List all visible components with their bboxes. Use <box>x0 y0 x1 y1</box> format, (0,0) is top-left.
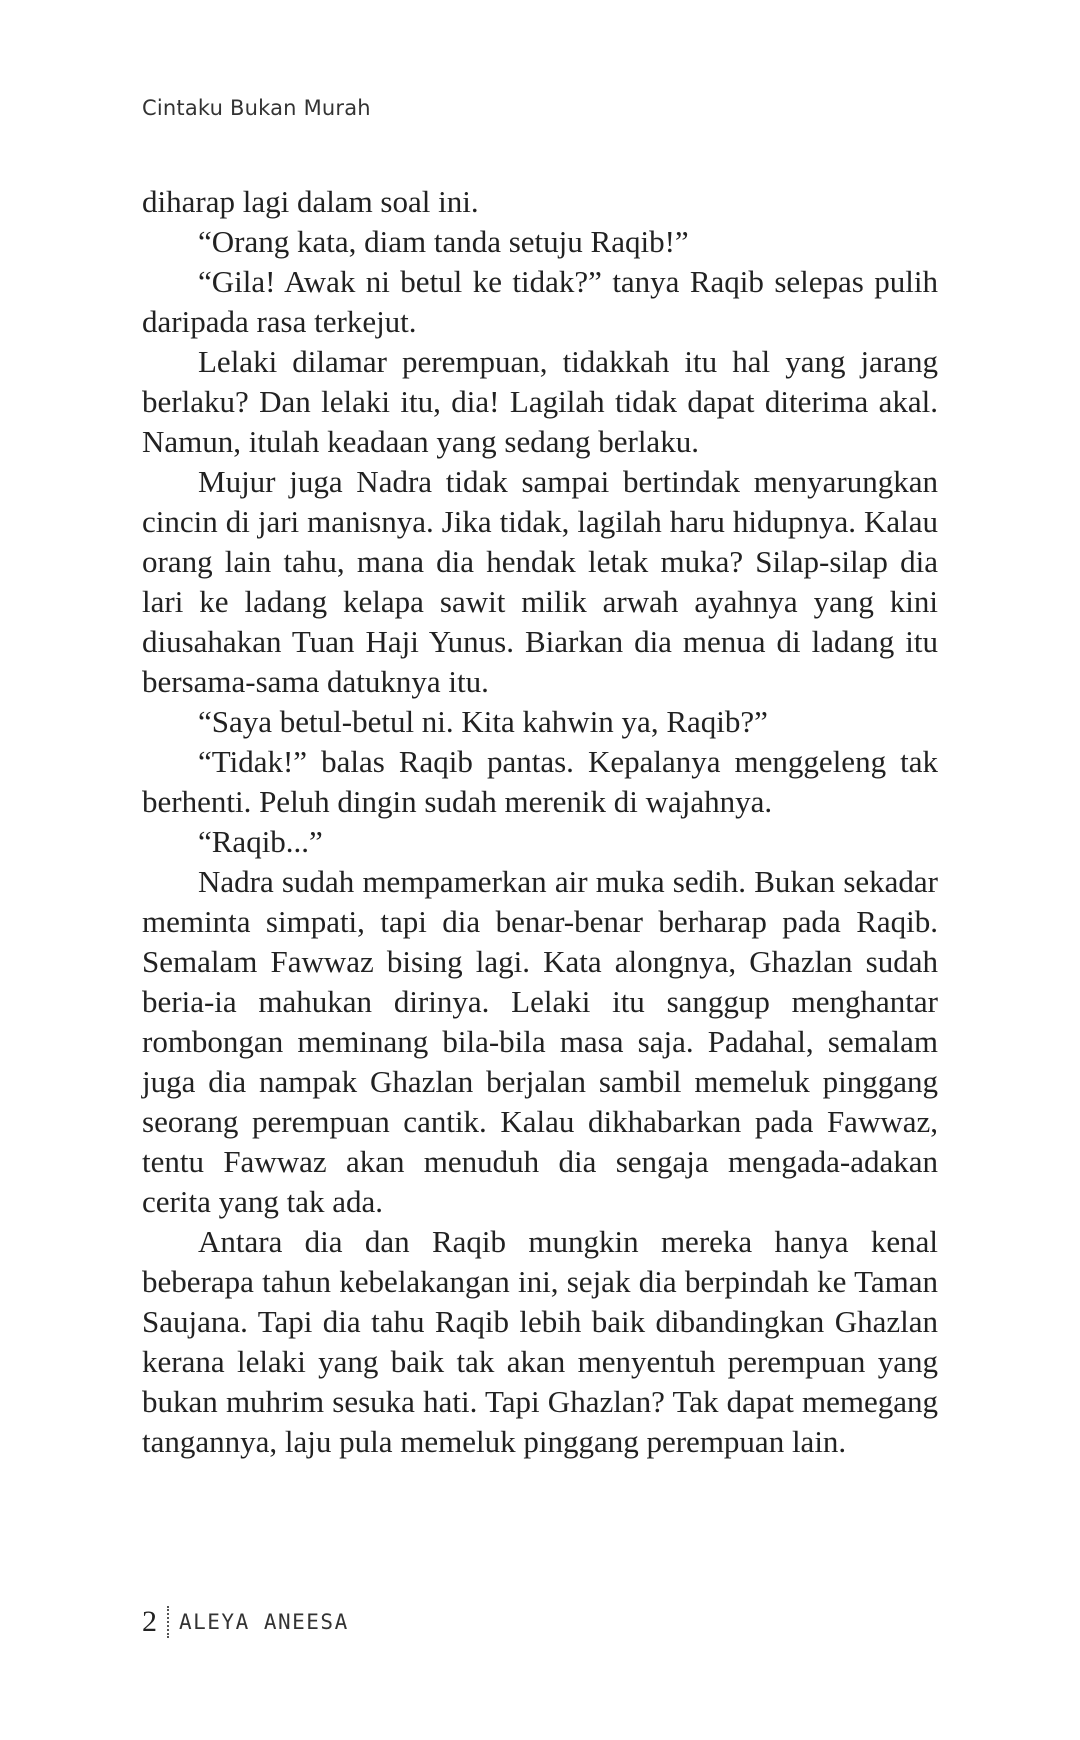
paragraph: Nadra sudah mempamerkan air muka sedih. Bukan sekadar meminta simpati, tapi dia benar-benar berharap pada Raqib. Semalam Fawwaz bising lagi. Kata alongnya, Ghazlan sudah beria-ia mahukan dirinya. Lelaki itu sanggup menghantar rombongan meminang bila-bila masa saja. Padahal, semalam juga dia nampak Ghazlan berjalan sambil memeluk pinggang seorang perempuan cantik. Kalau dikhabarkan pada Fawwaz, tentu Fawwaz akan menuduh dia sengaja mengada-adakan cerita yang tak ada. <box>142 864 938 1219</box>
chapter-body <box>142 182 938 1462</box>
paragraph: “Orang kata, diam tanda setuju Raqib!” <box>198 224 689 259</box>
paragraph: Antara dia dan Raqib mungkin mereka hanya kenal beberapa tahun kebelakangan ini, sejak dia berpindah ke Taman Saujana. Tapi dia tahu Raqib lebih baik dibandingkan Ghazlan kerana lelaki yang baik tak akan menyentuh perempuan yang bukan muhrim sesuka hati. Tapi Ghazlan? Tak dapat memegang tangannya, laju pula memeluk pinggang perempuan lain. <box>142 1224 938 1459</box>
paragraph: diharap lagi dalam soal ini. <box>142 184 479 219</box>
paragraph: “Gila! Awak ni betul ke tidak?” tanya Raqib selepas pulih daripada rasa terkejut. <box>142 264 938 339</box>
paragraph: “Saya betul-betul ni. Kita kahwin ya, Raqib?” <box>198 704 768 739</box>
page-number: 2 <box>142 1605 157 1638</box>
paragraph: “Raqib...” <box>198 824 323 859</box>
author-name: ALEYA ANEESA <box>179 1610 349 1634</box>
page-footer <box>142 1602 349 1642</box>
paragraph: “Tidak!” balas Raqib pantas. Kepalanya menggeleng tak berhenti. Peluh dingin sudah merenik di wajahnya. <box>142 744 938 819</box>
paragraph: Mujur juga Nadra tidak sampai bertindak menyarungkan cincin di jari manisnya. Jika tidak, lagilah haru hidupnya. Kalau orang lain tahu, mana dia hendak letak muka? Silap-silap dia lari ke ladang kelapa sawit milik arwah ayahnya yang kini diusahakan Tuan Haji Yunus. Biarkan dia menua di ladang itu bersama-sama datuknya itu. <box>142 464 938 699</box>
paragraph: Lelaki dilamar perempuan, tidakkah itu hal yang jarang berlaku? Dan lelaki itu, dia! Lagilah tidak dapat diterima akal. Namun, itulah keadaan yang sedang berlaku. <box>142 344 938 459</box>
running-header-title: Cintaku Bukan Murah <box>142 96 371 120</box>
footer-divider <box>167 1606 169 1638</box>
